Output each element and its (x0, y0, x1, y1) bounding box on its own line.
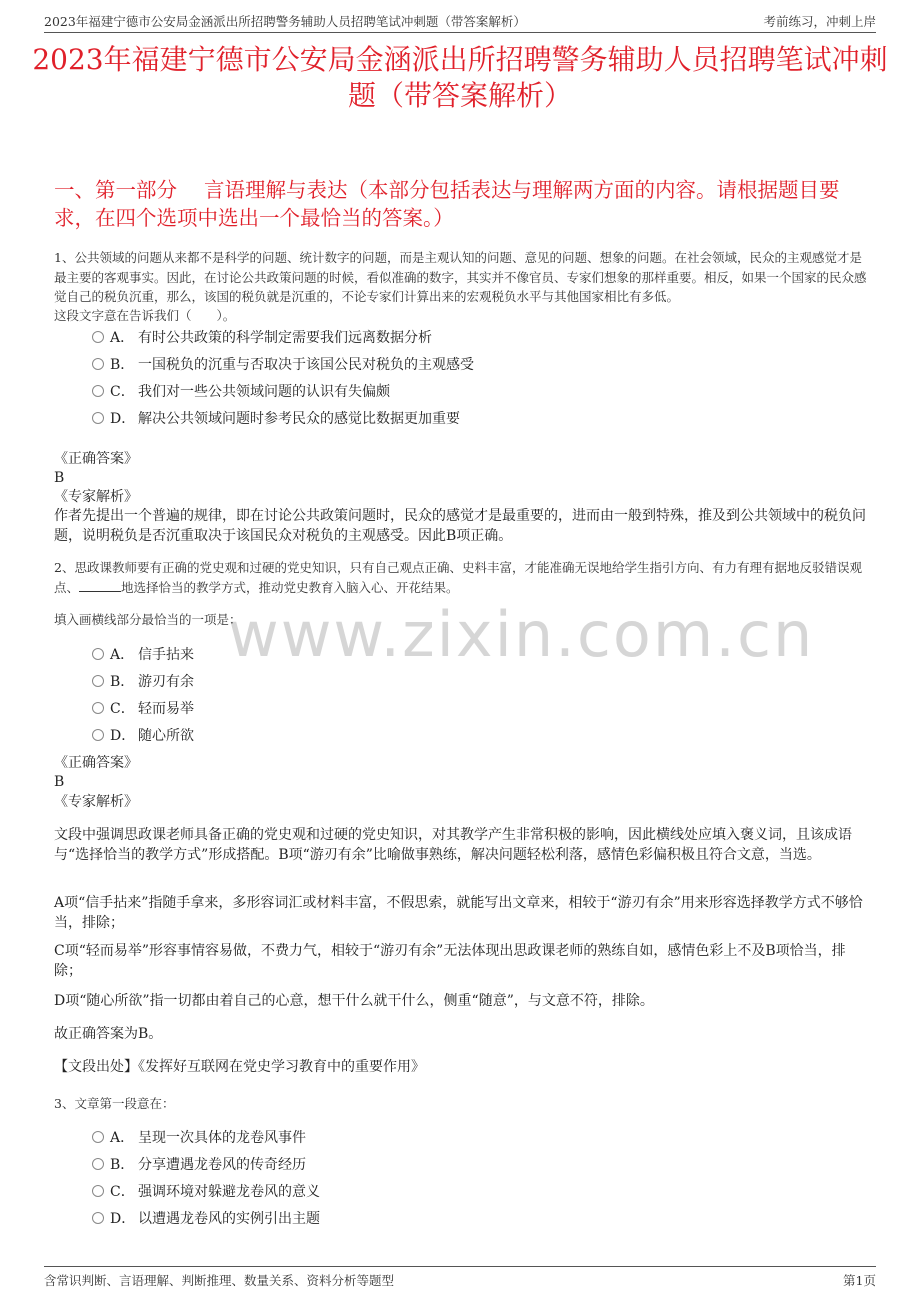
option-letter: D． (110, 1211, 136, 1227)
q1-option-d[interactable] (92, 409, 460, 429)
q2-analysis-paragraph: C项“轻而易举”形容事情容易做，不费力气，相较于“游刃有余”无法体现出思政课老师的熟练自如，感情色彩上不及B项恰当，排除； (54, 943, 846, 979)
option-text: 强调环境对躲避龙卷风的意义 (138, 1184, 320, 1200)
option-text: 解决公共领域问题时参考民众的感觉比数据更加重要 (138, 411, 460, 427)
option-text: 分享遭遇龙卷风的传奇经历 (138, 1157, 306, 1173)
option-letter: B． (110, 357, 135, 373)
option-text: 游刃有余 (138, 674, 194, 690)
option-letter: D． (110, 411, 136, 427)
question-3-stem: 3、文章第一段意在： (54, 1096, 175, 1111)
q2-option-b[interactable] (92, 672, 194, 692)
option-letter: C． (110, 1184, 135, 1200)
header-slogan: 考前练习，冲刺上岸 (763, 14, 876, 29)
q1-analysis-label: 《专家解析》 (54, 489, 138, 505)
option-text: 以遭遇龙卷风的实例引出主题 (138, 1211, 320, 1227)
radio-button-icon[interactable] (92, 385, 104, 397)
radio-button-icon[interactable] (92, 1131, 104, 1143)
q2-analysis-paragraph: 文段中强调思政课老师具备正确的党史观和过硬的党史知识，对其教学产生非常积极的影响，因此横线处应填入褒义词，且该成语与“选择恰当的教学方式”形成搭配。B项“游刃有余”比喻做事熟练，解决问题轻松利落，感情色彩偏积极且符合文意，当选。 (54, 827, 852, 863)
q3-option-b[interactable] (92, 1155, 306, 1175)
option-letter: C． (110, 384, 135, 400)
option-letter: A． (110, 647, 135, 663)
radio-button-icon[interactable] (92, 1212, 104, 1224)
q1-option-a[interactable] (92, 328, 432, 348)
q1-option-b[interactable] (92, 355, 474, 375)
watermark: www.zixin.com.cn (228, 598, 815, 671)
radio-button-icon[interactable] (92, 1185, 104, 1197)
option-letter: A． (110, 330, 135, 346)
option-letter: B． (110, 674, 135, 690)
fill-blank (79, 579, 121, 592)
q2-option-d[interactable] (92, 726, 194, 746)
header-doc-title: 2023年福建宁德市公安局金涵派出所招聘警务辅助人员招聘笔试冲刺题（带答案解析） (44, 14, 526, 29)
radio-button-icon[interactable] (92, 358, 104, 370)
q1-option-c[interactable] (92, 382, 390, 402)
radio-button-icon[interactable] (92, 702, 104, 714)
q2-option-c[interactable] (92, 699, 194, 719)
q3-option-a[interactable] (92, 1128, 306, 1148)
section-heading: 一、第一部分 言语理解与表达（本部分包括表达与理解两方面的内容。请根据题目要求，在四个选项中选出一个最恰当的答案。） (54, 178, 840, 230)
q1-answer: B (54, 470, 65, 486)
q3-option-d[interactable] (92, 1209, 320, 1229)
option-letter: C． (110, 701, 135, 717)
page-header (44, 10, 876, 33)
radio-button-icon[interactable] (92, 675, 104, 687)
q1-analysis: 作者先提出一个普遍的规律，即在讨论公共政策问题时，民众的感觉才是最重要的，进而由一般到特殊，推及到公共领域中的税负问题，说明税负是否沉重取决于该国民众对税负的主观感受。因此B项正确。 (54, 508, 866, 544)
q2-analysis-paragraph: D项“随心所欲”指一切都由着自己的心意，想干什么就干什么，侧重“随意”，与文意不符，排除。 (54, 993, 654, 1009)
q2-stem-part2: 地选择恰当的教学方式，推动党史教育入脑入心、开花结果。 (121, 579, 459, 595)
q3-option-c[interactable] (92, 1182, 320, 1202)
question-2-stem (54, 558, 868, 597)
question-2-ask: 填入画横线部分最恰当的一项是： (54, 612, 242, 627)
document-title: 2023年福建宁德市公安局金涵派出所招聘警务辅助人员招聘笔试冲刺题（带答案解析） (32, 43, 888, 112)
q2-analysis-paragraph: 故正确答案为B。 (54, 1026, 163, 1042)
q2-analysis-paragraph: A项“信手拈来”指随手拿来，多形容词汇或材料丰富，不假思索，就能写出文章来，相较于“游刃有余”用来形容选择教学方式不够恰当，排除； (54, 895, 863, 931)
radio-button-icon[interactable] (92, 1158, 104, 1170)
page-number: 第1页 (843, 1273, 876, 1288)
page-footer (44, 1266, 876, 1291)
q2-answer: B (54, 774, 65, 790)
question-1-ask: 这段文字意在告诉我们（ ）。 (54, 308, 236, 323)
radio-button-icon[interactable] (92, 648, 104, 660)
option-text: 随心所欲 (138, 728, 194, 744)
option-text: 呈现一次具体的龙卷风事件 (138, 1130, 306, 1146)
radio-button-icon[interactable] (92, 729, 104, 741)
footer-note: 含常识判断、言语理解、判断推理、数量关系、资料分析等题型 (44, 1273, 395, 1288)
radio-button-icon[interactable] (92, 412, 104, 424)
q2-option-a[interactable] (92, 645, 194, 665)
radio-button-icon[interactable] (92, 331, 104, 343)
option-letter: B． (110, 1157, 135, 1173)
option-text: 一国税负的沉重与否取决于该国公民对税负的主观感受 (138, 357, 474, 373)
q2-source: 【文段出处】《发挥好互联网在党史学习教育中的重要作用》 (54, 1059, 425, 1075)
q2-stem-part1: 2、思政课教师要有正确的党史观和过硬的党史知识，只有自己观点正确、史料丰富，才能准确无误地给学生指引方向、有力有理有据地反驳错误观点、 (54, 560, 862, 595)
option-text: 有时公共政策的科学制定需要我们远离数据分析 (138, 330, 432, 346)
q2-analysis-label: 《专家解析》 (54, 794, 138, 810)
option-text: 我们对一些公共领域问题的认识有失偏颇 (138, 384, 390, 400)
option-text: 轻而易举 (138, 701, 194, 717)
option-letter: A． (110, 1130, 135, 1146)
question-1-stem: 1、公共领域的问题从来都不是科学的问题、统计数字的问题，而是主观认知的问题、意见的问题、想象的问题。在社会领域，民众的主观感觉才是最主要的客观事实。因此，在讨论公共政策问题的时候，看似准确的数字，其实并不像官员、专家们想象的那样重要。相反，如果一个国家的民众感觉自己的税负沉重，那么，该国的税负就是沉重的，不论专家们计算出来的宏观税负水平与其他国家相比有多低。 (54, 250, 867, 304)
q1-answer-label: 《正确答案》 (54, 451, 138, 467)
option-text: 信手拈来 (138, 647, 194, 663)
q2-answer-label: 《正确答案》 (54, 755, 138, 771)
option-letter: D． (110, 728, 136, 744)
